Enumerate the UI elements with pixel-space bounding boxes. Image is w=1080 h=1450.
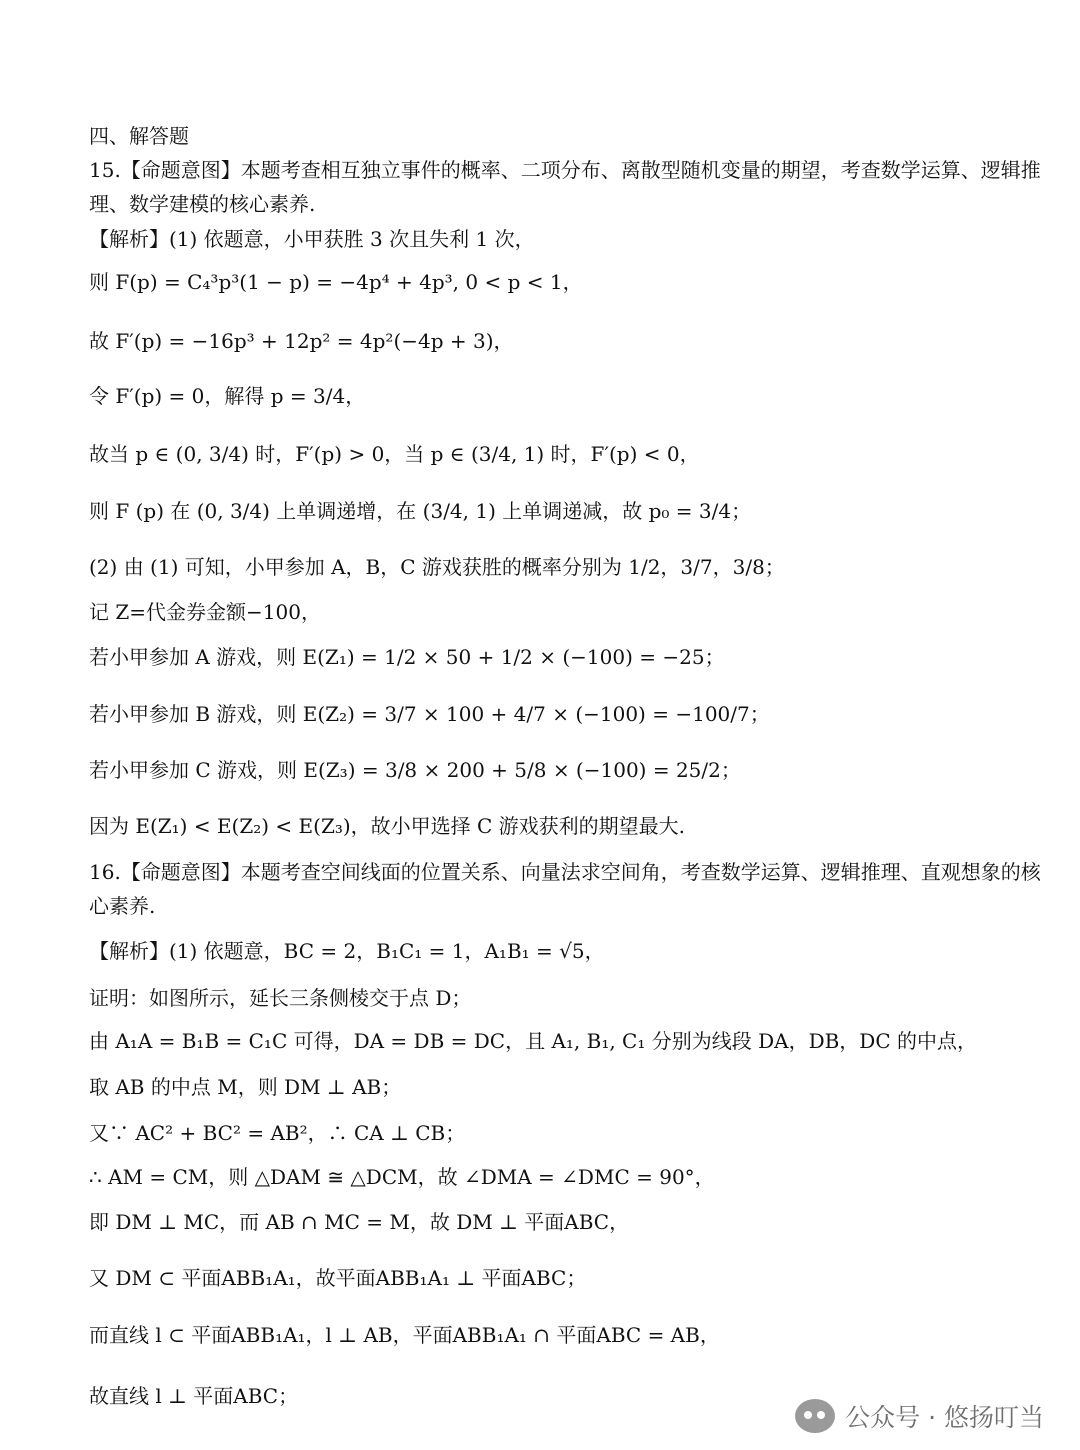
text-line: 若小甲参加 B 游戏，则 E(Z₂) = 3/7 × 100 + 4/7 × (−100) = −100/7； xyxy=(89,702,770,726)
text-line: ∴ AM = CM，则 △DAM ≅ △DCM，故 ∠DMA = ∠DMC = 90°， xyxy=(89,1165,715,1189)
watermark xyxy=(795,1398,1044,1434)
text-line: 则 F(p) = C₄³p³(1 − p) = −4p⁴ + 4p³, 0 < p < 1， xyxy=(89,270,583,294)
text-line: 16.【命题意图】本题考查空间线面的位置关系、向量法求空间角，考查数学运算、逻辑推理、直观想象的核 xyxy=(89,860,1041,884)
text-line: 因为 E(Z₁) < E(Z₂) < E(Z₃)，故小甲选择 C 游戏获利的期望最大. xyxy=(89,814,686,838)
text-line: 又 DM ⊂ 平面ABB₁A₁，故平面ABB₁A₁ ⊥ 平面ABC； xyxy=(89,1266,587,1290)
text-line: 【解析】(1) 依题意，BC = 2，B₁C₁ = 1，A₁B₁ = √5， xyxy=(89,939,605,963)
text-line: 故当 p ∈ (0, 3/4) 时，F′(p) > 0，当 p ∈ (3/4, 1) 时，F′(p) < 0， xyxy=(89,442,700,466)
text-line: 故 F′(p) = −16p³ + 12p² = 4p²(−4p + 3)， xyxy=(89,329,514,353)
text-line: 又∵ AC² + BC² = AB²，∴ CA ⊥ CB； xyxy=(89,1121,466,1145)
text-line: 理、数学建模的核心素养. xyxy=(89,192,316,216)
text-line: 取 AB 的中点 M，则 DM ⊥ AB； xyxy=(89,1075,402,1099)
text-line: 故直线 l ⊥ 平面ABC； xyxy=(89,1384,299,1408)
section-heading: 四、解答题 xyxy=(89,124,189,148)
text-line: 若小甲参加 A 游戏，则 E(Z₁) = 1/2 × 50 + 1/2 × (−100) = −25； xyxy=(89,645,725,669)
text-line: (2) 由 (1) 可知，小甲参加 A，B，C 游戏获胜的概率分别为 1/2，3/7，3/8； xyxy=(89,555,785,579)
text-line: 证明：如图所示，延长三条侧棱交于点 D； xyxy=(89,986,472,1010)
text-line: 15.【命题意图】本题考查相互独立事件的概率、二项分布、离散型随机变量的期望，考查数学运算、逻辑推 xyxy=(89,158,1041,182)
text-line: 而直线 l ⊂ 平面ABB₁A₁，l ⊥ AB，平面ABB₁A₁ ∩ 平面ABC = AB， xyxy=(89,1323,720,1347)
watermark-text: 公众号 · 悠扬叮当 xyxy=(845,1403,1044,1432)
text-line: 心素养. xyxy=(89,894,156,918)
text-line: 令 F′(p) = 0，解得 p = 3/4， xyxy=(89,384,366,408)
text-line: 即 DM ⊥ MC，而 AB ∩ MC = M，故 DM ⊥ 平面ABC， xyxy=(89,1210,630,1234)
text-line: 由 A₁A = B₁B = C₁C 可得，DA = DB = DC，且 A₁, B₁, C₁ 分别为线段 DA，DB，DC 的中点， xyxy=(89,1029,977,1053)
text-line: 【解析】(1) 依题意，小甲获胜 3 次且失利 1 次， xyxy=(89,227,535,251)
text-line: 若小甲参加 C 游戏，则 E(Z₃) = 3/8 × 200 + 5/8 × (−100) = 25/2； xyxy=(89,758,741,782)
text-line: 则 F (p) 在 (0, 3/4) 上单调递增，在 (3/4, 1) 上单调递减，故 p₀ = 3/4； xyxy=(89,499,752,523)
wechat-icon xyxy=(795,1399,835,1433)
text-line: 记 Z=代金券金额−100， xyxy=(89,600,321,624)
